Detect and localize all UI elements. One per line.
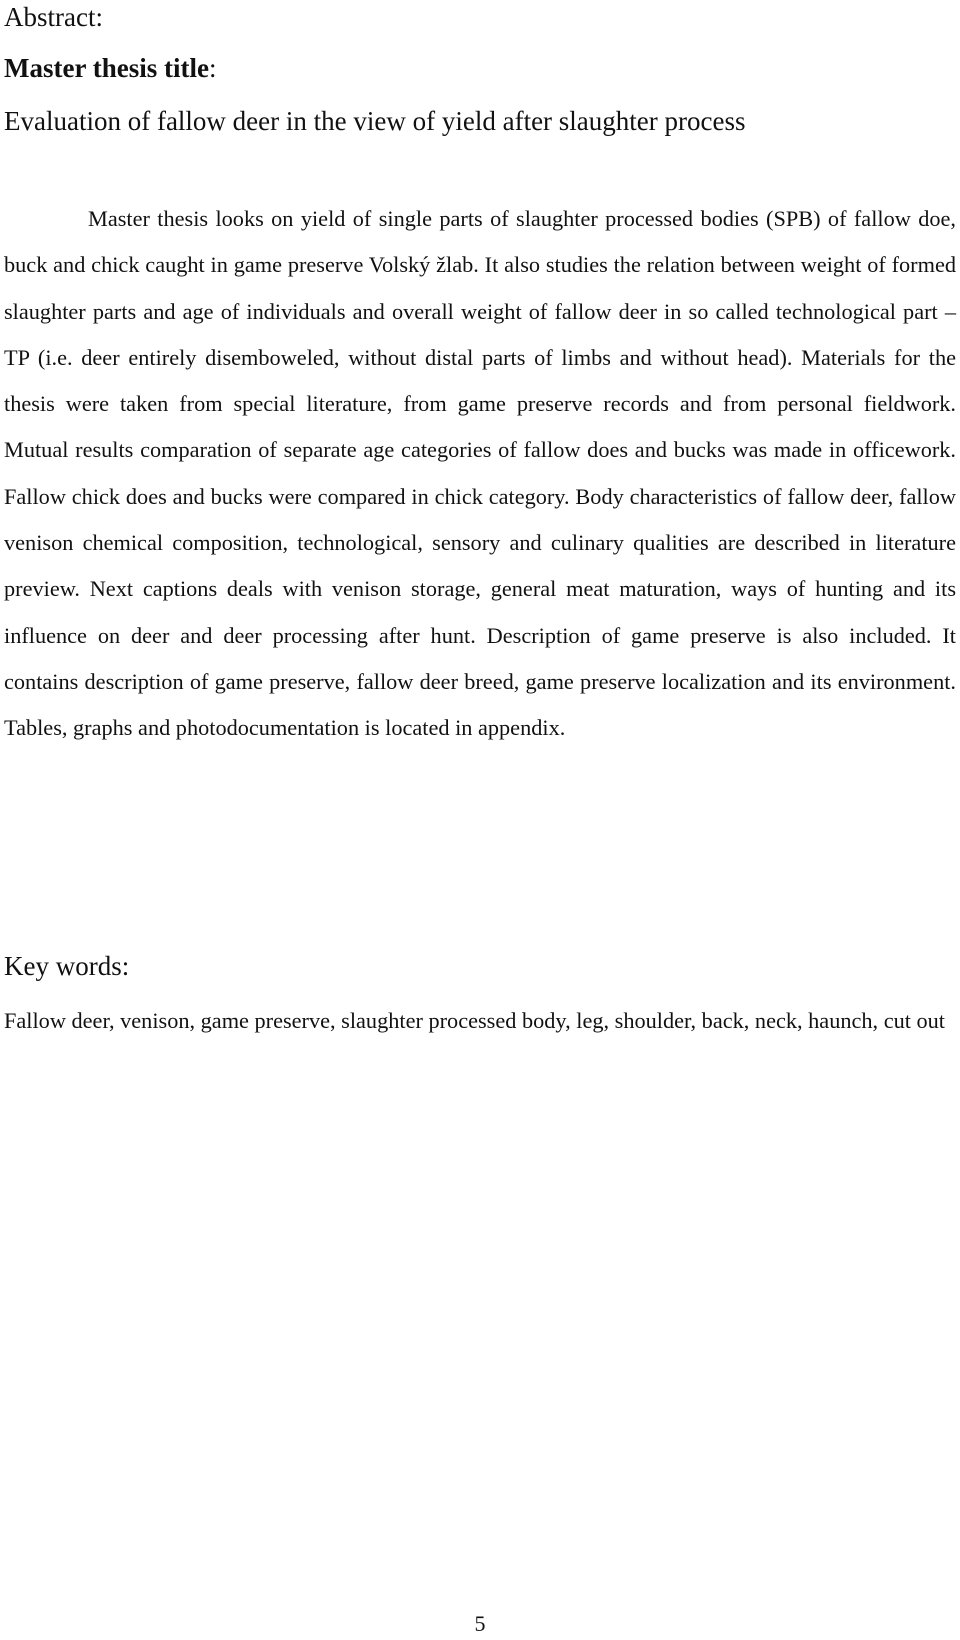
- thesis-title-colon: :: [208, 53, 217, 83]
- thesis-title-label: [4, 51, 216, 85]
- thesis-title-text: Evaluation of fallow deer in the view of yield after slaughter process: [4, 106, 746, 136]
- page-number: 5: [474, 1611, 486, 1636]
- thesis-title-label-text: Master thesis title: [4, 53, 209, 83]
- abstract-heading: Abstract:: [4, 2, 103, 32]
- abstract-paragraph: Master thesis looks on yield of single parts of slaughter processed bodies (SPB) of fallow doe, buck and chick caught in game preserve Volský žlab. It also studies the relation between weight of formed slaughter parts and age of individuals and overall weight of fallow deer in so called technological part – TP (i.e. deer entirely disemboweled, without distal parts of limbs and without head). Materials for the thesis were taken from special literature, from game preserve records and from personal fieldwork. Mutual results comparation of separate age categories of fallow does and bucks was made in officework. Fallow chick does and bucks were compared in chick category. Body characteristics of fallow deer, fallow venison chemical composition, technological, sensory and culinary qualities are described in literature preview. Next captions deals with venison storage, general meat maturation, ways of hunting and its influence on deer and deer processing after hunt. Description of game preserve is also included. It contains description of game preserve, fallow deer breed, game preserve localization and its environment. Tables, graphs and photodocumentation is located in appendix.: [4, 206, 956, 741]
- keywords-list: Fallow deer, venison, game preserve, slaughter processed body, leg, shoulder, back, neck, haunch, cut out: [4, 1008, 945, 1033]
- keywords-heading: Key words:: [4, 951, 130, 981]
